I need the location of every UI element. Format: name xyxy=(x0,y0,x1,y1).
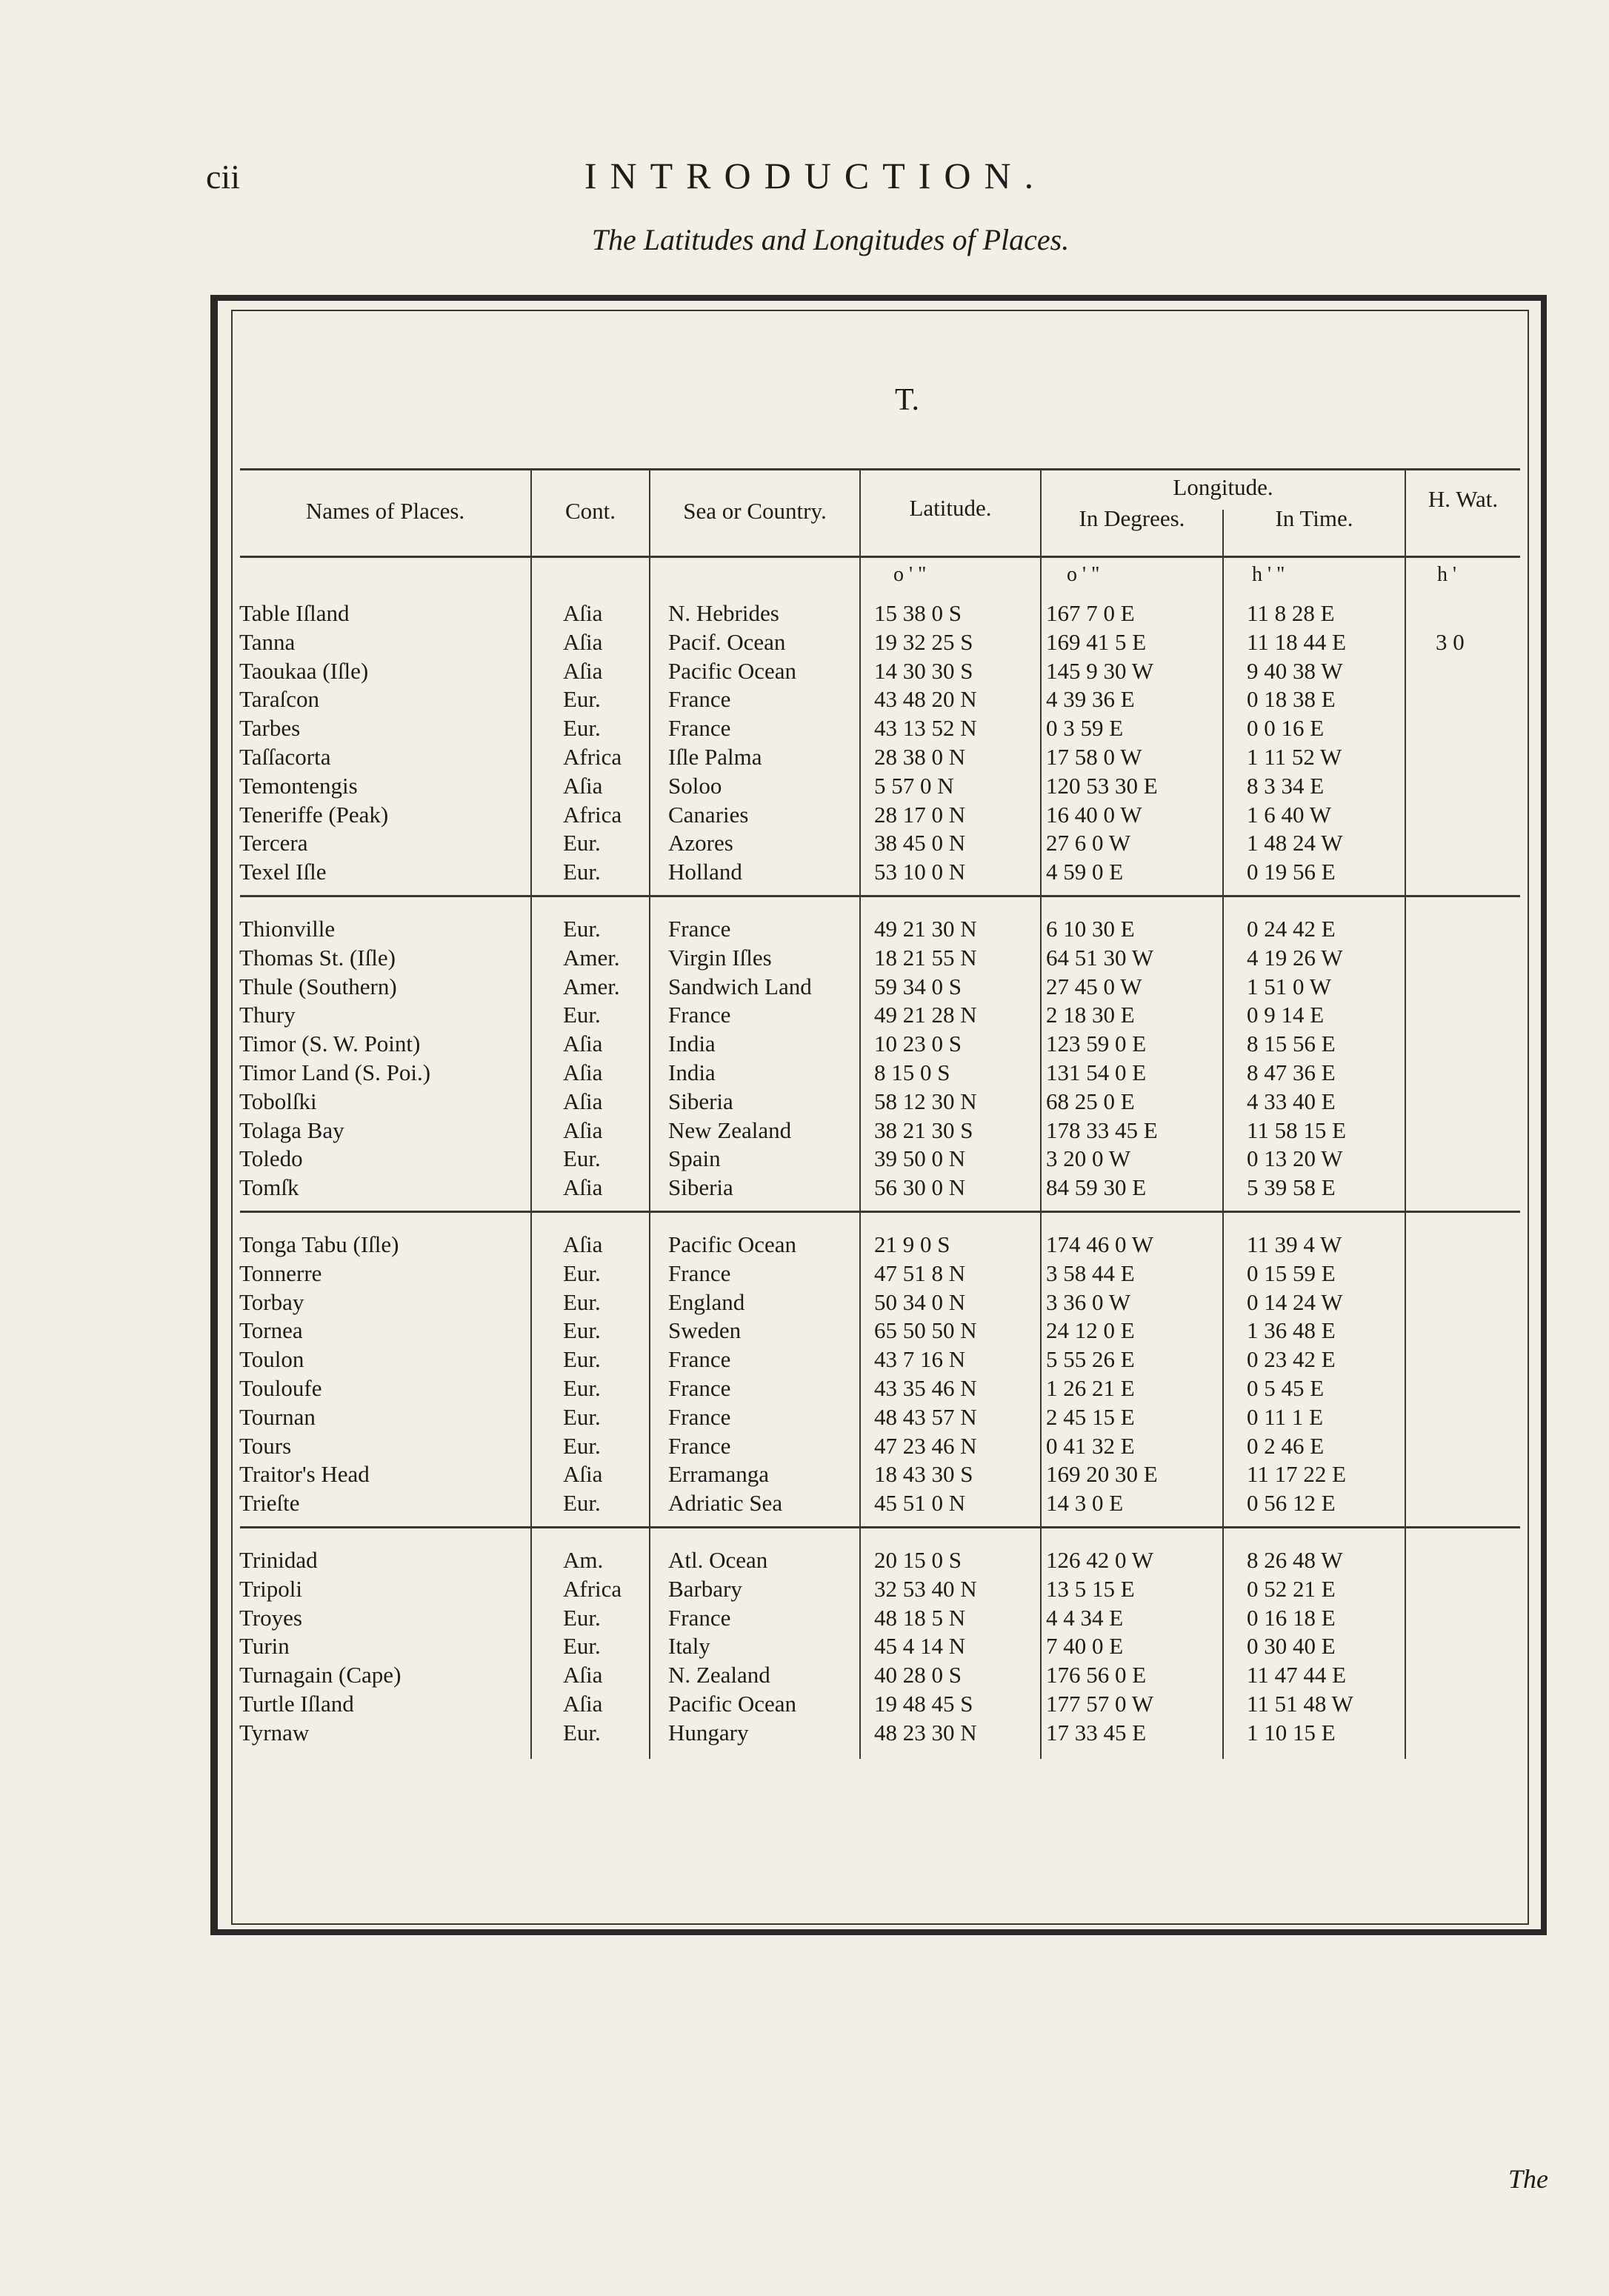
header-bottom-rule xyxy=(240,556,1520,558)
cell-sea: Pacific Ocean xyxy=(668,1231,796,1257)
cell-sea: Soloo xyxy=(668,772,722,799)
cell-deg: 16 40 0 W xyxy=(1046,801,1142,828)
cell-name: Taraſcon xyxy=(239,686,319,713)
cell-lat: 47 23 46 N xyxy=(874,1432,977,1459)
cell-deg: 27 45 0 W xyxy=(1046,973,1142,999)
cell-cont: Aſia xyxy=(563,1231,603,1257)
cell-time: 0 23 42 E xyxy=(1247,1346,1336,1373)
cell-deg: 4 59 0 E xyxy=(1046,859,1124,885)
cell-name: Thule (Southern) xyxy=(239,973,397,999)
cell-lat: 49 21 30 N xyxy=(874,916,977,942)
cell-cont: Eur. xyxy=(563,1490,601,1517)
cell-time: 0 18 38 E xyxy=(1247,686,1336,713)
cell-time: 0 30 40 E xyxy=(1247,1633,1336,1660)
cell-deg: 176 56 0 E xyxy=(1046,1662,1147,1688)
cell-lat: 56 30 0 N xyxy=(874,1174,966,1201)
table-row xyxy=(0,1144,1609,1173)
cell-time: 0 2 46 E xyxy=(1247,1432,1325,1459)
cell-cont: Aſia xyxy=(563,1059,603,1085)
cell-time: 1 48 24 W xyxy=(1247,830,1343,856)
cell-sea: Siberia xyxy=(668,1174,733,1201)
units-degrees: o ' " xyxy=(1067,563,1100,586)
cell-lat: 58 12 30 N xyxy=(874,1088,977,1114)
cell-time: 11 51 48 W xyxy=(1247,1691,1353,1717)
cell-lat: 45 51 0 N xyxy=(874,1490,966,1517)
table-row xyxy=(0,1460,1609,1488)
cell-time: 9 40 38 W xyxy=(1247,657,1343,684)
cell-time: 8 47 36 E xyxy=(1247,1059,1336,1085)
cell-lat: 38 45 0 N xyxy=(874,830,966,856)
cell-deg: 1 26 21 E xyxy=(1046,1375,1135,1401)
table-row xyxy=(0,771,1609,800)
cell-name: Troyes xyxy=(239,1604,302,1631)
cell-lat: 43 13 52 N xyxy=(874,715,977,742)
cell-lat: 43 48 20 N xyxy=(874,686,977,713)
cell-name: Toulon xyxy=(239,1346,304,1373)
cell-cont: Aſia xyxy=(563,628,603,655)
cell-lat: 18 21 55 N xyxy=(874,944,977,971)
table-row xyxy=(0,1660,1609,1689)
cell-sea: Atl. Ocean xyxy=(668,1547,768,1573)
table-row xyxy=(0,1431,1609,1460)
cell-name: Tours xyxy=(239,1432,292,1459)
cell-deg: 84 59 30 E xyxy=(1046,1174,1147,1201)
cell-lat: 18 43 30 S xyxy=(874,1461,973,1488)
table-row xyxy=(0,628,1609,656)
header-continent: Cont. xyxy=(564,498,616,524)
cell-lat: 32 53 40 N xyxy=(874,1575,977,1602)
cell-cont: Eur. xyxy=(563,916,601,942)
cell-cont: Eur. xyxy=(563,1403,601,1430)
cell-sea: Azores xyxy=(668,830,733,856)
cell-time: 5 39 58 E xyxy=(1247,1174,1336,1201)
block-separator-rule xyxy=(240,1526,1520,1528)
cell-sea: Barbary xyxy=(668,1575,742,1602)
cell-cont: Africa xyxy=(563,801,622,828)
cell-name: Taoukaa (Iſle) xyxy=(239,657,369,684)
cell-deg: 0 3 59 E xyxy=(1046,715,1124,742)
cell-name: Thionville xyxy=(239,916,336,942)
cell-lat: 28 17 0 N xyxy=(874,801,966,828)
cell-time: 11 39 4 W xyxy=(1247,1231,1342,1257)
table-row xyxy=(0,1087,1609,1116)
cell-time: 0 19 56 E xyxy=(1247,859,1336,885)
cell-name: Tomſk xyxy=(239,1174,299,1201)
cell-lat: 38 21 30 S xyxy=(874,1117,973,1143)
header-longitude: Longitude. xyxy=(1173,474,1273,500)
cell-sea: France xyxy=(668,715,731,742)
cell-cont: Aſia xyxy=(563,1662,603,1688)
cell-cont: Aſia xyxy=(563,1174,603,1201)
cell-name: Turnagain (Cape) xyxy=(239,1662,402,1688)
cell-name: Tripoli xyxy=(239,1575,303,1602)
cell-deg: 6 10 30 E xyxy=(1046,916,1135,942)
block-separator-rule xyxy=(240,1211,1520,1213)
cell-name: Touloufe xyxy=(239,1375,322,1401)
cell-sea: Sandwich Land xyxy=(668,973,812,999)
page-subtitle: The Latitudes and Longitudes of Places. xyxy=(591,223,1070,256)
cell-name: Tanna xyxy=(239,628,296,655)
cell-time: 0 11 1 E xyxy=(1247,1403,1324,1430)
table-row xyxy=(0,1316,1609,1345)
cell-deg: 167 7 0 E xyxy=(1046,600,1135,626)
header-top-rule xyxy=(240,468,1520,470)
table-row xyxy=(0,1718,1609,1747)
cell-name: Trinidad xyxy=(239,1547,318,1573)
cell-name: Turin xyxy=(239,1633,290,1660)
cell-name: Tournan xyxy=(239,1403,316,1430)
cell-name: Toledo xyxy=(239,1145,303,1172)
cell-name: Trieſte xyxy=(239,1490,300,1517)
cell-cont: Eur. xyxy=(563,715,601,742)
cell-name: Tarbes xyxy=(239,715,301,742)
cell-deg: 27 6 0 W xyxy=(1046,830,1130,856)
table-row xyxy=(0,800,1609,829)
cell-lat: 15 38 0 S xyxy=(874,600,962,626)
cell-name: Teneriffe (Peak) xyxy=(239,801,389,828)
cell-cont: Eur. xyxy=(563,1346,601,1373)
cell-cont: Eur. xyxy=(563,1317,601,1344)
cell-deg: 2 45 15 E xyxy=(1046,1403,1135,1430)
cell-name: Tobolſki xyxy=(239,1088,317,1114)
header-latitude: Latitude. xyxy=(909,495,992,521)
cell-sea: Pacific Ocean xyxy=(668,657,796,684)
cell-deg: 126 42 0 W xyxy=(1046,1547,1153,1573)
cell-sea: Canaries xyxy=(668,801,749,828)
cell-deg: 169 41 5 E xyxy=(1046,628,1147,655)
cell-name: Tyrnaw xyxy=(239,1719,310,1746)
table-row xyxy=(0,1545,1609,1574)
table-row xyxy=(0,1230,1609,1259)
cell-time: 11 18 44 E xyxy=(1247,628,1347,655)
cell-time: 11 47 44 E xyxy=(1247,1662,1347,1688)
cell-sea: France xyxy=(668,686,731,713)
cell-deg: 17 58 0 W xyxy=(1046,744,1142,770)
table-row xyxy=(0,1116,1609,1145)
cell-deg: 169 20 30 E xyxy=(1046,1461,1158,1488)
cell-cont: Aſia xyxy=(563,600,603,626)
cell-deg: 4 4 34 E xyxy=(1046,1604,1124,1631)
cell-lat: 47 51 8 N xyxy=(874,1260,966,1286)
table-row xyxy=(0,742,1609,771)
cell-sea: France xyxy=(668,1346,731,1373)
cell-sea: N. Hebrides xyxy=(668,600,779,626)
cell-sea: N. Zealand xyxy=(668,1662,770,1688)
cell-sea: England xyxy=(668,1288,745,1315)
cell-sea: France xyxy=(668,1260,731,1286)
units-high-water: h ' xyxy=(1437,563,1457,586)
cell-time: 0 5 45 E xyxy=(1247,1375,1325,1401)
cell-name: Taſſacorta xyxy=(239,744,331,770)
cell-sea: Hungary xyxy=(668,1719,749,1746)
cell-deg: 17 33 45 E xyxy=(1046,1719,1147,1746)
cell-time: 0 15 59 E xyxy=(1247,1260,1336,1286)
cell-sea: France xyxy=(668,1403,731,1430)
cell-time: 0 0 16 E xyxy=(1247,715,1325,742)
cell-sea: Sweden xyxy=(668,1317,742,1344)
cell-sea: India xyxy=(668,1031,716,1057)
cell-lat: 40 28 0 S xyxy=(874,1662,962,1688)
cell-deg: 0 41 32 E xyxy=(1046,1432,1135,1459)
table-row xyxy=(0,828,1609,857)
cell-lat: 48 18 5 N xyxy=(874,1604,966,1631)
page-number: cii xyxy=(206,158,240,196)
cell-time: 1 51 0 W xyxy=(1247,973,1331,999)
cell-cont: Africa xyxy=(563,1575,622,1602)
table-row xyxy=(0,914,1609,943)
block-separator-rule xyxy=(240,895,1520,897)
cell-lat: 59 34 0 S xyxy=(874,973,962,999)
cell-name: Table Iſland xyxy=(239,600,350,626)
cell-lat: 19 32 25 S xyxy=(874,628,973,655)
cell-deg: 4 39 36 E xyxy=(1046,686,1135,713)
cell-lat: 19 48 45 S xyxy=(874,1691,973,1717)
cell-cont: Eur. xyxy=(563,1432,601,1459)
header-in-time: In Time. xyxy=(1275,505,1353,531)
cell-lat: 21 9 0 S xyxy=(874,1231,950,1257)
cell-time: 0 24 42 E xyxy=(1247,916,1336,942)
cell-sea: Holland xyxy=(668,859,742,885)
cell-lat: 39 50 0 N xyxy=(874,1145,966,1172)
cell-name: Tolaga Bay xyxy=(239,1117,344,1143)
cell-deg: 7 40 0 E xyxy=(1046,1633,1124,1660)
cell-deg: 14 3 0 E xyxy=(1046,1490,1124,1517)
cell-time: 0 56 12 E xyxy=(1247,1490,1336,1517)
cell-sea: France xyxy=(668,1604,731,1631)
cell-cont: Aſia xyxy=(563,1088,603,1114)
cell-sea: Italy xyxy=(668,1633,710,1660)
cell-sea: France xyxy=(668,1002,731,1028)
catchword: The xyxy=(1508,2164,1548,2194)
cell-cont: Aſia xyxy=(563,657,603,684)
table-row xyxy=(0,1259,1609,1288)
table-row xyxy=(0,1631,1609,1660)
cell-sea: Adriatic Sea xyxy=(668,1490,783,1517)
cell-lat: 48 23 30 N xyxy=(874,1719,977,1746)
cell-deg: 3 20 0 W xyxy=(1046,1145,1130,1172)
cell-name: Temontengis xyxy=(239,772,358,799)
cell-sea: Pacif. Ocean xyxy=(668,628,786,655)
table-row xyxy=(0,1173,1609,1202)
cell-cont: Aſia xyxy=(563,1117,603,1143)
cell-deg: 131 54 0 E xyxy=(1046,1059,1147,1085)
table-row xyxy=(0,1288,1609,1317)
units-latitude: o ' " xyxy=(893,563,927,586)
cell-lat: 50 34 0 N xyxy=(874,1288,966,1315)
table-row xyxy=(0,599,1609,628)
cell-deg: 3 58 44 E xyxy=(1046,1260,1135,1286)
cell-lat: 14 30 30 S xyxy=(874,657,973,684)
cell-name: Traitor's Head xyxy=(239,1461,370,1488)
cell-deg: 174 46 0 W xyxy=(1046,1231,1153,1257)
cell-time: 0 13 20 W xyxy=(1247,1145,1343,1172)
cell-sea: India xyxy=(668,1059,716,1085)
cell-deg: 64 51 30 W xyxy=(1046,944,1153,971)
cell-time: 4 33 40 E xyxy=(1247,1088,1336,1114)
cell-time: 4 19 26 W xyxy=(1247,944,1343,971)
cell-lat: 43 35 46 N xyxy=(874,1375,977,1401)
cell-time: 8 15 56 E xyxy=(1247,1031,1336,1057)
cell-lat: 43 7 16 N xyxy=(874,1346,966,1373)
table-row xyxy=(0,1689,1609,1718)
cell-cont: Am. xyxy=(563,1547,604,1573)
cell-cont: Amer. xyxy=(563,944,620,971)
cell-name: Tonga Tabu (Iſle) xyxy=(239,1231,399,1257)
cell-time: 1 6 40 W xyxy=(1247,801,1331,828)
cell-deg: 123 59 0 E xyxy=(1046,1031,1147,1057)
cell-name: Tercera xyxy=(239,830,308,856)
units-time: h ' " xyxy=(1252,563,1285,586)
cell-lat: 28 38 0 N xyxy=(874,744,966,770)
cell-sea: Spain xyxy=(668,1145,721,1172)
cell-cont: Eur. xyxy=(563,1375,601,1401)
cell-lat: 48 43 57 N xyxy=(874,1403,977,1430)
header-in-degrees: In Degrees. xyxy=(1079,505,1185,531)
cell-cont: Eur. xyxy=(563,830,601,856)
cell-time: 0 14 24 W xyxy=(1247,1288,1343,1315)
table-row xyxy=(0,1488,1609,1517)
cell-name: Thomas St. (Iſle) xyxy=(239,944,396,971)
cell-hw: 3 0 xyxy=(1436,628,1465,655)
table-row xyxy=(0,656,1609,685)
cell-name: Tonnerre xyxy=(239,1260,322,1286)
table-row xyxy=(0,1603,1609,1632)
cell-cont: Aſia xyxy=(563,1031,603,1057)
cell-lat: 49 21 28 N xyxy=(874,1002,977,1028)
cell-deg: 120 53 30 E xyxy=(1046,772,1158,799)
cell-cont: Amer. xyxy=(563,973,620,999)
cell-cont: Aſia xyxy=(563,1461,603,1488)
cell-name: Tornea xyxy=(239,1317,303,1344)
cell-deg: 68 25 0 E xyxy=(1046,1088,1135,1114)
cell-lat: 8 15 0 S xyxy=(874,1059,950,1085)
cell-deg: 5 55 26 E xyxy=(1046,1346,1135,1373)
table-row xyxy=(0,1058,1609,1087)
table-row xyxy=(0,1029,1609,1058)
cell-name: Texel Iſle xyxy=(239,859,327,885)
cell-time: 11 58 15 E xyxy=(1247,1117,1347,1143)
cell-lat: 45 4 14 N xyxy=(874,1633,966,1660)
cell-sea: Virgin Iſles xyxy=(668,944,772,971)
cell-cont: Aſia xyxy=(563,772,603,799)
section-letter: T. xyxy=(895,383,920,417)
header-high-water: H. Wat. xyxy=(1428,486,1499,512)
table-row xyxy=(0,943,1609,972)
cell-lat: 10 23 0 S xyxy=(874,1031,962,1057)
cell-time: 8 26 48 W xyxy=(1247,1547,1343,1573)
cell-time: 1 11 52 W xyxy=(1247,744,1342,770)
table-row xyxy=(0,1345,1609,1374)
cell-lat: 53 10 0 N xyxy=(874,859,966,885)
cell-deg: 178 33 45 E xyxy=(1046,1117,1158,1143)
cell-sea: Erramanga xyxy=(668,1461,769,1488)
cell-name: Turtle Iſland xyxy=(239,1691,354,1717)
table-row xyxy=(0,1402,1609,1431)
table-row xyxy=(0,713,1609,742)
cell-time: 0 16 18 E xyxy=(1247,1604,1336,1631)
cell-deg: 145 9 30 W xyxy=(1046,657,1153,684)
cell-sea: France xyxy=(668,1432,731,1459)
cell-time: 0 52 21 E xyxy=(1247,1575,1336,1602)
table-row xyxy=(0,1374,1609,1402)
cell-sea: France xyxy=(668,1375,731,1401)
cell-lat: 65 50 50 N xyxy=(874,1317,977,1344)
cell-cont: Aſia xyxy=(563,1691,603,1717)
cell-lat: 5 57 0 N xyxy=(874,772,954,799)
cell-sea: Iſle Palma xyxy=(668,744,762,770)
cell-deg: 177 57 0 W xyxy=(1046,1691,1153,1717)
cell-sea: New Zealand xyxy=(668,1117,792,1143)
cell-sea: Pacific Ocean xyxy=(668,1691,796,1717)
table-row xyxy=(0,685,1609,713)
cell-time: 11 8 28 E xyxy=(1247,600,1335,626)
cell-time: 11 17 22 E xyxy=(1247,1461,1347,1488)
cell-cont: Eur. xyxy=(563,1719,601,1746)
cell-cont: Eur. xyxy=(563,1288,601,1315)
cell-sea: France xyxy=(668,916,731,942)
cell-deg: 3 36 0 W xyxy=(1046,1288,1130,1315)
table-row xyxy=(0,1574,1609,1603)
cell-name: Timor Land (S. Poi.) xyxy=(239,1059,431,1085)
cell-cont: Africa xyxy=(563,744,622,770)
table-row xyxy=(0,1000,1609,1029)
cell-time: 1 36 48 E xyxy=(1247,1317,1336,1344)
cell-time: 1 10 15 E xyxy=(1247,1719,1336,1746)
cell-cont: Eur. xyxy=(563,1145,601,1172)
cell-cont: Eur. xyxy=(563,1604,601,1631)
cell-deg: 13 5 15 E xyxy=(1046,1575,1135,1602)
cell-lat: 20 15 0 S xyxy=(874,1547,962,1573)
running-head: INTRODUCTION. xyxy=(584,155,1047,196)
cell-deg: 2 18 30 E xyxy=(1046,1002,1135,1028)
cell-cont: Eur. xyxy=(563,1633,601,1660)
table-row xyxy=(0,857,1609,886)
cell-cont: Eur. xyxy=(563,1002,601,1028)
cell-cont: Eur. xyxy=(563,1260,601,1286)
cell-deg: 24 12 0 E xyxy=(1046,1317,1135,1344)
header-sea-country: Sea or Country. xyxy=(683,498,827,524)
cell-name: Thury xyxy=(239,1002,296,1028)
cell-time: 8 3 34 E xyxy=(1247,772,1325,799)
cell-cont: Eur. xyxy=(563,686,601,713)
cell-time: 0 9 14 E xyxy=(1247,1002,1325,1028)
cell-name: Torbay xyxy=(239,1288,304,1315)
cell-cont: Eur. xyxy=(563,859,601,885)
cell-sea: Siberia xyxy=(668,1088,733,1114)
cell-name: Timor (S. W. Point) xyxy=(239,1031,421,1057)
header-names: Names of Places. xyxy=(305,498,465,524)
table-row xyxy=(0,972,1609,1001)
